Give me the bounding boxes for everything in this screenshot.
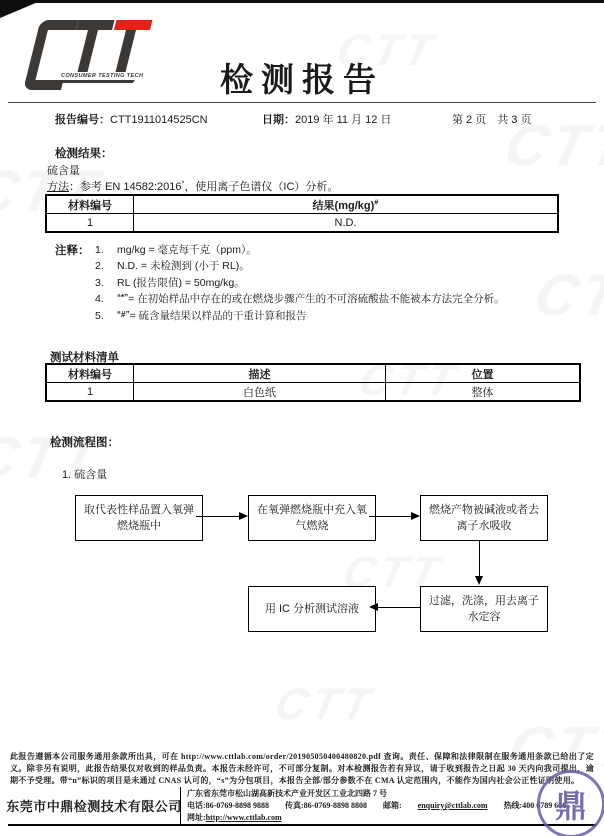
materials-heading: 测试材料清单	[50, 352, 119, 364]
website-link[interactable]: http://www.cttlab.com	[205, 813, 282, 822]
arrow-right-line	[196, 516, 240, 518]
footer-info	[8, 787, 596, 826]
page-title: 检测报告	[220, 63, 384, 99]
note-item	[95, 258, 565, 274]
table-row	[46, 383, 580, 402]
notes-heading: 注释：	[55, 245, 90, 257]
note-item	[95, 242, 565, 258]
note-symbol: “*”	[117, 293, 129, 303]
arrow-right-icon	[411, 512, 420, 520]
note-number: 4.	[95, 293, 104, 306]
note-text: = 在初始样品中存在的或在燃烧步骤产生的不可溶硫酸盐不能被本方法完全分析。	[128, 293, 505, 306]
cell-material-id: 1	[46, 383, 134, 402]
email-entry	[383, 801, 488, 810]
report-number-value: CTT1911014525CN	[110, 114, 208, 126]
method-superscript: *	[181, 178, 185, 188]
website-label: 网址:	[187, 813, 206, 822]
cell-description: 白色纸	[134, 383, 386, 402]
note-number: 3.	[95, 276, 104, 289]
result-superscript: #	[374, 196, 379, 206]
note-text: N.D. = 未检测到 (小于 RL)。	[117, 260, 250, 273]
company-seal	[537, 770, 604, 836]
company-name: 东莞市中鼎检测技术有限公司	[6, 799, 182, 814]
col-material-id: 材料编号	[46, 195, 134, 214]
scan-corner-mark	[0, 2, 38, 18]
email-link[interactable]: enquiry@cttlab.com	[417, 801, 488, 810]
scan-edge-bar	[0, 0, 604, 3]
flow-step-ic-analysis: 用 IC 分析测试溶液	[248, 586, 376, 632]
notes-list	[95, 242, 565, 324]
header-divider	[8, 102, 596, 103]
report-number-label: 报告编号：	[55, 114, 110, 126]
arrow-right-icon	[239, 512, 248, 520]
note-text: = 硫含量结果以样品的干重计算和报告	[129, 309, 307, 322]
method-line	[47, 178, 338, 194]
method-rest: ，使用离子色谱仪（IC）分析。	[184, 181, 339, 193]
flow-step-absorption: 燃烧产物被碱液或者去离子水吸收	[420, 495, 548, 541]
website-entry	[187, 812, 596, 824]
phone-number: 电话:86-0769-8898 9888	[187, 801, 269, 810]
note-number: 1.	[95, 244, 104, 256]
note-item	[95, 291, 565, 307]
method-label: 方法	[47, 181, 69, 193]
flow-step-filtration: 过滤，洗涤，用去离子水定容	[420, 586, 548, 632]
method-ref: ：参考 EN 14582:2016	[69, 181, 182, 193]
report-number	[55, 111, 208, 127]
arrow-right-line	[369, 516, 413, 518]
email-label: 邮箱:	[383, 801, 402, 810]
report-date-label: 日期：	[262, 114, 295, 126]
flowchart	[0, 488, 604, 648]
arrow-down-line	[479, 540, 481, 577]
note-number: 2.	[95, 260, 104, 273]
arrow-down-icon	[475, 576, 483, 585]
cell-location: 整体	[386, 383, 581, 402]
report-date-value: 2019 年 11 月 12 日	[295, 114, 392, 126]
note-item	[95, 308, 565, 324]
col-result: 结果(mg/kg)#	[134, 195, 559, 214]
results-table	[45, 194, 559, 233]
flow-step-sample: 取代表性样品置入氧弹燃烧瓶中	[75, 495, 203, 541]
hotline-number: 热线:400 6789 666	[503, 801, 567, 810]
arrow-left-line	[377, 607, 421, 609]
note-text: mg/kg = 毫克每千克（ppm）。	[117, 244, 257, 256]
disclaimer-text: 此报告遵循本公司服务通用条款所出具，可在 http://www.cttlab.com/order/201905050400480820.pdf 查询。责任、保障和法律限制在服务通用条款已给出了定义。除非另有说明，此报告结果仅对收到的样品负责。本报告未经许可，不可部分复制。对本检测报告若有异议，请于收到报告之日起 30 天内向我司提出，逾期不予受理。带“n”标识的项目是未通过 CNAS 认可的，“s”为分包项目，本报告全部/部分参数不在 CMA 认定范围内，不能作为国内社会公正性证明使用。	[10, 752, 594, 786]
flowchart-item-label: 1. 硫含量	[62, 469, 108, 481]
table-row	[46, 214, 558, 233]
note-item	[95, 275, 565, 291]
note-symbol: “#”	[117, 309, 130, 319]
logo-subtitle: CONSUMER TESTING TECH	[61, 73, 144, 79]
results-heading: 检测结果：	[55, 148, 113, 160]
footer-contacts-line	[187, 800, 596, 812]
col-description: 描述	[134, 364, 386, 383]
flowchart-heading: 检测流程图：	[50, 437, 119, 449]
cell-material-id: 1	[46, 214, 134, 233]
materials-table	[45, 363, 581, 402]
col-material-id: 材料编号	[46, 364, 134, 383]
cell-result: N.D.	[134, 214, 559, 233]
analyte-name: 硫含量	[47, 165, 80, 177]
footer-contact-block	[180, 787, 596, 824]
report-date	[262, 111, 391, 127]
report-info-row	[0, 111, 604, 127]
company-address: 广东省东莞市松山湖高新技术产业开发区工业北四路 7 号	[187, 789, 387, 798]
col-location: 位置	[386, 364, 581, 383]
flow-step-combustion: 在氧弹燃烧瓶中充入氧气燃烧	[248, 495, 376, 541]
note-number: 5.	[95, 309, 104, 322]
ding-cauldron-icon: 鼎	[554, 788, 587, 824]
arrow-left-icon	[369, 603, 378, 611]
page-indicator: 第 2 页 共 3 页	[452, 114, 532, 126]
fax-number: 传真:86-0769-8898 8808	[285, 801, 367, 810]
results-table-header	[46, 195, 558, 214]
materials-table-header	[46, 364, 580, 383]
note-text: RL (报告限值) = 50mg/kg。	[117, 276, 245, 289]
